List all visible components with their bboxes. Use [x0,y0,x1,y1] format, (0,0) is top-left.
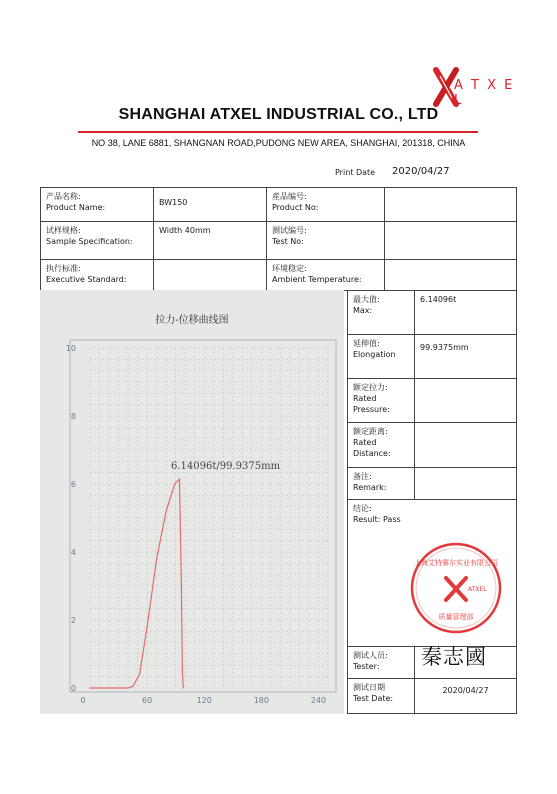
chart-peak-annotation: 6.14096t/99.9375mm [171,461,281,472]
ambient-label-cn: 环境稳定: [272,264,307,273]
exec-std-value [153,259,267,291]
chart-frame [70,340,336,692]
chart-series [89,479,183,689]
max-label-cn: 最大值: [353,295,380,304]
company-address: NO 38, LANE 6881, SHANGNAN ROAD,PUDONG NEW AREA, SHANGHAI, 201318, CHINA [91,138,466,148]
company-name: SHANGHAI ATXEL INDUSTRIAL CO., LTD [118,106,439,123]
x-tick-label: 0 [80,696,86,705]
product-name-label-en: Product Name: [46,203,106,212]
test-date-label-cn: 测试日期 [353,683,385,692]
product-name-label-cell [40,187,154,222]
test-date-value: 2020/04/27 [414,678,517,714]
exec-std-label-en: Executive Standard: [46,275,127,284]
max-value: 6.14096t [414,290,517,335]
rated-distance-label-cn: 额定距离: [353,427,388,436]
svg-text:上海艾特赛尔实业有限公司: 上海艾特赛尔实业有限公司 [414,559,498,567]
rated-pressure-label-en1: Rated [353,394,377,403]
remark-label-cn: 备注: [353,472,372,481]
data-point [127,687,128,688]
rated-distance-label-cell [347,422,415,468]
elongation-label-cell [347,334,415,379]
data-point [132,686,133,687]
data-point [182,670,183,671]
print-date-value: 2020/04/27 [392,166,450,177]
test-date-label-en: Test Date: [353,694,394,703]
remark-label-cell [347,467,415,500]
y-tick-label: 4 [70,548,76,557]
svg-text:质量管理部: 质量管理部 [438,613,474,621]
ambient-label-cell [266,259,385,291]
product-no-label-en: Product No: [272,203,319,212]
sample-spec-label-cell [40,221,154,260]
elongation-value: 99.9375mm [414,334,517,379]
elongation-label-cn: 延伸值: [353,339,380,348]
product-no-value [384,187,517,222]
remark-label-en: Remark: [353,483,387,492]
rated-pressure-value [414,378,517,423]
test-date-label-cell [347,678,415,714]
data-point [89,687,90,688]
data-point [156,558,157,559]
y-tick-label: 8 [70,412,76,421]
product-no-label-cell [266,187,385,222]
header-divider [78,131,478,133]
quality-department-stamp [408,540,504,636]
test-no-label-cell [266,221,385,260]
tester-signature: 秦志國 [421,645,487,669]
product-name-value: BW150 [153,187,267,222]
remark-value [414,467,517,500]
test-no-label-en: Test No: [272,237,304,246]
chart-grid [70,340,336,692]
y-tick-label: 10 [65,344,76,353]
test-no-label-cn: 测试编号: [272,226,307,235]
max-label-cell [347,290,415,335]
chart-ticks [66,344,326,705]
rated-distance-value [414,422,517,468]
svg-text:ATXEL: ATXEL [468,586,487,593]
sample-spec-label-cn: 试样规格: [46,226,81,235]
result-label-cn: 结论: [353,504,372,513]
data-point [179,479,180,480]
rated-pressure-label-cn: 额定拉力: [353,383,388,392]
result-label-en: Result: Pass [353,515,401,524]
force-displacement-chart [40,290,344,714]
test-no-value [384,221,517,260]
product-name-label-cn: 产品名称: [46,192,81,201]
chart-title: 拉力-位移曲线图 [155,315,229,326]
data-point [174,483,175,484]
rated-pressure-label-en2: Pressure: [353,405,390,414]
rated-distance-label-en1: Rated [353,438,377,447]
force-displacement-line [90,479,183,688]
exec-std-label-cn: 执行标准: [46,264,81,273]
print-date-label: Print Date [335,168,376,177]
rated-distance-label-en2: Distance: [353,449,391,458]
tester-label-cn: 测试人员: [353,651,388,660]
data-point [181,585,182,586]
ambient-label-en: Ambient Temperature: [272,275,362,284]
tester-label-en: Tester: [353,662,380,671]
atxel-logo [432,66,527,110]
data-point [166,511,167,512]
sample-spec-label-en: Sample Specification: [46,237,133,246]
exec-std-label-cell [40,259,154,291]
product-no-label-cn: 産品编号: [272,192,307,201]
x-tick-label: 120 [196,696,212,705]
x-tick-label: 60 [142,696,153,705]
data-point [183,687,184,688]
sample-spec-value: Width 40mm [153,221,267,260]
red-seal-icon [408,540,504,636]
x-tick-label: 240 [310,696,327,705]
data-point [147,626,148,627]
tester-label-cell [347,646,415,679]
y-tick-label: 6 [70,480,76,489]
max-label-en: Max: [353,306,373,315]
x-tick-label: 180 [253,696,270,705]
y-tick-label: 0 [70,684,76,693]
logo-text: A T X E L [454,78,515,108]
y-tick-label: 2 [70,616,76,625]
rated-pressure-label-cell [347,378,415,423]
elongation-label-en: Elongation [353,350,396,359]
ambient-value [384,259,517,291]
data-point [139,674,140,675]
